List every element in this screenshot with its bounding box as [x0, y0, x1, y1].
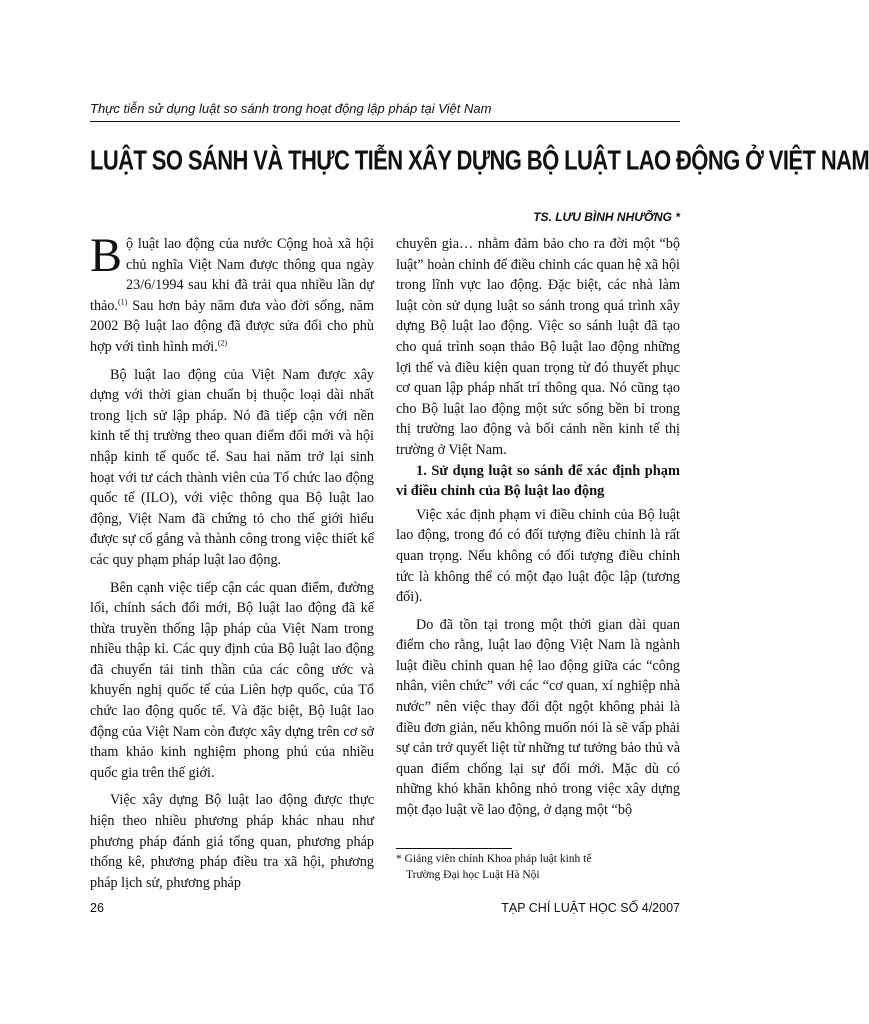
article-title: LUẬT SO SÁNH VÀ THỰC TIỄN XÂY DỰNG BỘ LUẬT LAO ĐỘNG Ở VIỆT NAM: [90, 144, 869, 176]
paragraph: Việc xác định phạm vi điều chỉnh của Bộ luật lao động, trong đó có đối tượng điều chỉnh là rất quan trọng. Nếu không có đối tượng điều chỉnh tức là không thể có một đạo luật độc lập (tương đối).: [396, 506, 680, 606]
column-right: [396, 234, 680, 821]
author-line: TS. LƯU BÌNH NHƯỠNG *: [533, 210, 680, 224]
paragraph: Bên cạnh việc tiếp cận các quan điểm, đường lối, chính sách đổi mới, Bộ luật lao động đã kế thừa truyền thống lập pháp của Việt Nam trong nhiều thập kỉ. Các quy định của Bộ luật lao động đã chuyển tải tinh thần của các công ước và khuyến nghị quốc tế của Liên hợp quốc, của Tổ chức lao động quốc tế. Và đặc biệt, Bộ luật lao động của Việt Nam còn được xây dựng trên cơ sở tham khảo kinh nghiệm phong phú của nhiều quốc gia trên thế giới.: [90, 579, 374, 781]
footnote-rule: [396, 848, 512, 849]
running-head: Thực tiễn sử dụng luật so sánh trong hoạt động lập pháp tại Việt Nam: [90, 101, 492, 116]
column-left: [90, 229, 374, 893]
paragraph-text: Sau hơn bảy năm đưa vào đời sống, năm 2002 Bộ luật lao động đã được sửa đổi cho phù hợp với tình hình mới.: [90, 297, 374, 355]
footnote-line: * Giảng viên chính Khoa pháp luật kinh tế: [396, 853, 592, 865]
journal-name: TẠP CHÍ LUẬT HỌC SỐ 4/2007: [501, 901, 680, 915]
footnote-ref: (1): [117, 297, 128, 307]
footnote: [396, 852, 680, 883]
header-rule: [90, 121, 680, 122]
paragraph-text: ộ luật lao động của nước Cộng hoà xã hội chủ nghĩa Việt Nam được thông qua ngày 23/6/1994 sau khi đã trải qua nhiều lần dự thảo.: [90, 236, 374, 314]
paragraph: Do đã tồn tại trong một thời gian dài quan điểm cho rằng, luật lao động Việt Nam là ngành luật điều chỉnh quan hệ lao động giữa các “công nhân, viên chức” với các “cơ quan, xí nghiệp nhà nước” nên việc thay đổi đột ngột không phải là điều đơn giản, nếu không muốn nói là sẽ vấp phải sự cản trở quyết liệt từ những tư tưởng bảo thủ và quan điểm chống lại sự đổi mới. Mặc dù có những khó khăn không nhỏ trong việc xây dựng một đạo luật về lao động, ở dạng một “bộ: [396, 616, 680, 819]
footnote-line: Trường Đại học Luật Hà Nội: [406, 868, 540, 881]
section-heading: 1. Sử dụng luật so sánh để xác định phạm vi điều chỉnh của Bộ luật lao động: [396, 462, 680, 500]
paragraph: Việc xây dựng Bộ luật lao động được thực hiện theo nhiều phương pháp khác nhau như phương pháp đánh giá tổng quan, phương pháp thống kê, phương pháp điều tra xã hội, phương pháp lịch sử, phương pháp: [90, 792, 374, 891]
paragraph: Bộ luật lao động của Việt Nam được xây dựng với thời gian chuẩn bị thuộc loại dài nhất trong lịch sử lập pháp. Nó đã tiếp cận với nền kinh tế thị trường theo quan điểm đổi mới và hội nhập kinh tế quốc tế. Sau hai năm trở lại sinh hoạt với tư cách thành viên của Tổ chức lao động quốc tế (ILO), với việc thông qua Bộ luật lao động, Việt Nam đã chứng tỏ cho thế giới hiểu được sự cố gắng và thành công trong việc thiết kế các quy phạm pháp luật lao động.: [90, 366, 374, 568]
page-number: 26: [90, 901, 104, 915]
footnote-ref: (2): [217, 338, 228, 348]
paragraph: chuyên gia… nhằm đảm bảo cho ra đời một “bộ luật” hoàn chỉnh để điều chỉnh các quan hệ xã hội trong lĩnh vực lao động. Đặc biệt, các nhà làm luật còn sử dụng luật so sánh trong quá trình xây dựng Bộ luật lao động. Việc so sánh luật đã tạo cho quá trình soạn thảo Bộ luật lao động những lợi thế và điều kiện quan trọng từ đó thuyết phục cơ quan lập pháp nhất trí thông qua. Nó cũng tạo cho Bộ luật lao động một sức sống bền bỉ trong thị trường lao động và bối cảnh nền kinh tế thị trường ở Việt Nam.: [396, 236, 680, 458]
drop-cap: B: [90, 229, 123, 282]
paragraph: [90, 229, 374, 358]
